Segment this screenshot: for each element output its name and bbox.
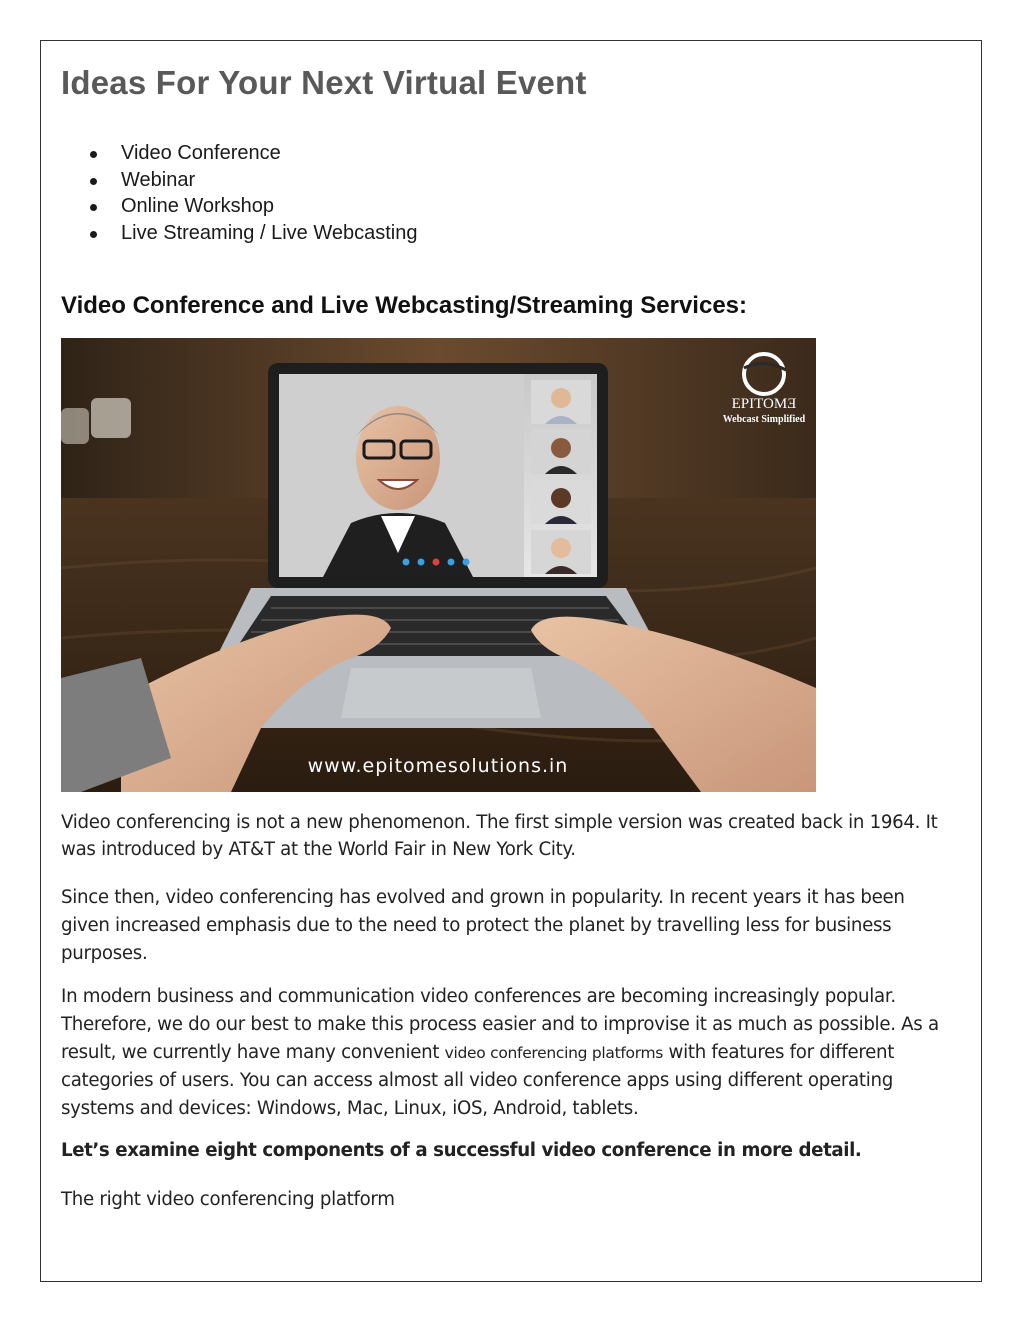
paragraph-modern-business [61,983,951,1123]
list-item-label: Live Streaming / Live Webcasting [121,221,418,244]
bullet-icon [90,204,97,211]
list-item-label: Video Conference [121,142,281,164]
paragraph-growth: Since then, video conferencing has evolved and grown in popularity. In recent years it has been given increased emphasis due to the need to protect the planet by travelling less for business purposes. [61,887,905,964]
paragraph-subheading: The right video conferencing platform [61,1189,395,1210]
list-item [86,140,417,167]
paragraph-emphasis: Let’s examine eight components of a successful video conference in more detail. [61,1140,862,1161]
brand-name: EPITOMƎ [731,396,797,412]
list-item [86,193,417,220]
video-conferencing-platforms-link[interactable]: video conferencing platforms [444,1044,664,1062]
hero-image [61,338,816,792]
list-item-label: Webinar [121,168,196,191]
section-heading: Video Conference and Live Webcasting/Streaming Services: [61,292,748,319]
paragraph-history: Video conferencing is not a new phenomenon. The first simple version was created back in 1964. It was introduced by AT&T at the World Fair in New York City. [61,812,938,860]
website-caption: www.epitomesolutions.in [307,755,569,777]
bullet-icon [90,178,97,185]
bullet-icon [90,151,97,158]
brand-tagline: Webcast Simplified [722,414,806,425]
page-title: Ideas For Your Next Virtual Event [61,64,587,101]
list-item-label: Online Workshop [121,195,275,217]
video-call-illustration [61,338,816,792]
paragraph-text: with features for different categories of users. You can access almost all video conference apps using different operating systems and devices: Windows, Mac, Linux, iOS, Android, tablets. [61,1042,895,1119]
list-item [86,167,417,194]
event-ideas-list [86,140,417,246]
list-item [86,220,417,247]
bullet-icon [90,231,97,238]
paragraph-text: In modern business and communication video conferences are becoming increasingly popular. Therefore, we do our best to make this process easier and to improvise it as much as possible. As a result, we currently have many convenient [61,986,939,1063]
